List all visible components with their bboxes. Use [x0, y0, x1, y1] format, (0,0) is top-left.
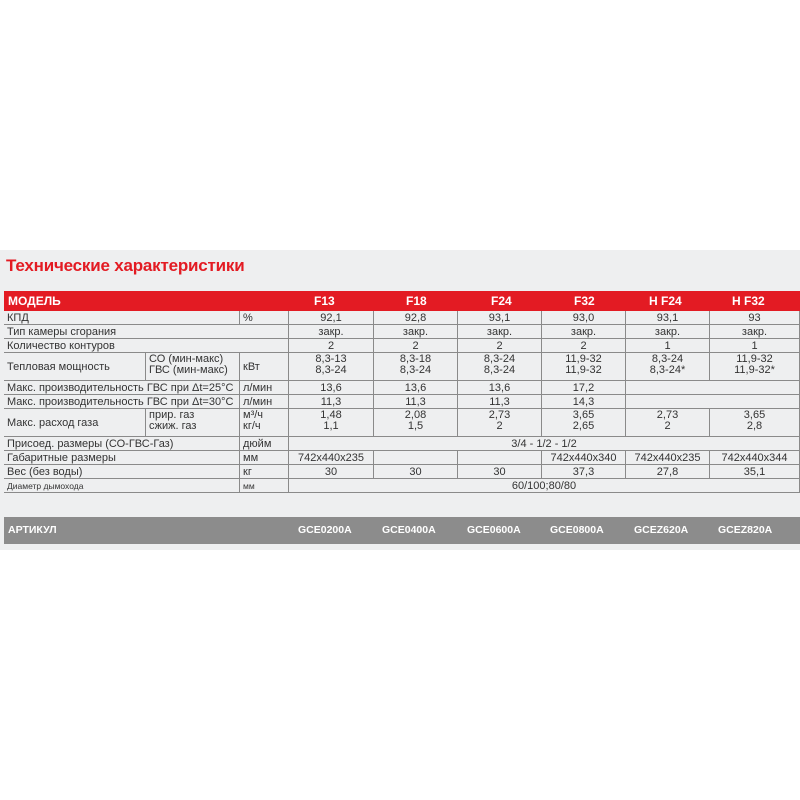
gas-nat-f24: 2,73 [488, 409, 511, 421]
row-label-chamber: Тип камеры сгорания [4, 325, 289, 339]
gas-sub-lpg: сжиж. газ [149, 420, 197, 432]
code-f13: GCE0200A [298, 524, 352, 536]
unit-gas-natural: м³/ч [243, 409, 264, 421]
power-gvs-f24: 8,3-24 [483, 364, 516, 376]
gas-nat-hf32: 3,65 [743, 409, 766, 421]
power-f13 [289, 353, 374, 381]
kpd-hf24: 93,1 [626, 311, 710, 325]
row-label-flue: Диаметр дымохода [4, 479, 240, 493]
model-hf32: H F32 [732, 294, 765, 308]
unit-dhw30: л/мин [240, 395, 289, 409]
power-f32 [542, 353, 626, 381]
weight-f13: 30 [289, 465, 374, 479]
dimensions-f13: 742x440x235 [289, 451, 374, 465]
weight-f32: 37,3 [542, 465, 626, 479]
dhw30-f18: 11,3 [374, 395, 458, 409]
dhw30-f32: 14,3 [542, 395, 626, 409]
kpd-f24: 93,1 [458, 311, 542, 325]
unit-flue: мм [240, 479, 289, 493]
dhw25-f18: 13,6 [374, 381, 458, 395]
row-label-connections: Присоед. размеры (СО-ГВС-Газ) [4, 437, 240, 451]
circuits-hf24: 1 [626, 339, 710, 353]
model-f24: F24 [491, 294, 512, 308]
chamber-hf32: закр. [710, 325, 800, 339]
chamber-f13: закр. [289, 325, 374, 339]
gas-nat-f32: 3,65 [572, 409, 595, 421]
row-label-dhw25: Макс. производительность ГВС при Δt=25°С [4, 381, 240, 395]
unit-weight: кг [240, 465, 289, 479]
dimensions-hf32: 742x440x344 [710, 451, 800, 465]
spec-table [4, 311, 800, 517]
gas-sub-natural: прир. газ [149, 409, 195, 421]
dimensions-f24 [458, 451, 542, 465]
power-subtypes [146, 353, 240, 381]
power-co-f18: 8,3-18 [399, 353, 432, 365]
gas-nat-f18: 2,08 [404, 409, 427, 421]
unit-connections: дюйм [240, 437, 289, 451]
dimensions-hf24: 742x440x235 [626, 451, 710, 465]
model-f18: F18 [406, 294, 427, 308]
power-sub-heating: СО (мин-макс) [149, 353, 224, 365]
row-label-dhw30: Макс. производительность ГВС при Δt=30°С [4, 395, 240, 409]
power-gvs-hf24: 8,3-24* [649, 364, 686, 376]
gas-f24 [458, 409, 542, 437]
footer-label: АРТИКУЛ [8, 524, 57, 536]
gas-lpg-hf32: 2,8 [746, 420, 763, 432]
gas-lpg-f18: 1,5 [407, 420, 424, 432]
code-f24: GCE0600A [467, 524, 521, 536]
power-gvs-f18: 8,3-24 [399, 364, 432, 376]
gas-lpg-hf24: 2 [664, 420, 671, 432]
model-hf24: H F24 [649, 294, 682, 308]
power-gvs-hf32: 11,9-32* [734, 364, 775, 376]
power-gvs-f13: 8,3-24 [315, 364, 347, 376]
gas-subtypes [146, 409, 240, 437]
gas-f13 [289, 409, 374, 437]
code-hf24: GCEZ620A [634, 524, 689, 536]
kpd-f32: 93,0 [542, 311, 626, 325]
dimensions-f18 [374, 451, 458, 465]
power-co-f32: 11,9-32 [565, 353, 602, 365]
weight-hf32: 35,1 [710, 465, 800, 479]
dhw30-f24: 11,3 [458, 395, 542, 409]
unit-gas-lpg: кг/ч [243, 420, 261, 432]
power-co-hf32: 11,9-32 [736, 353, 773, 365]
chamber-f32: закр. [542, 325, 626, 339]
weight-f24: 30 [458, 465, 542, 479]
gas-f18 [374, 409, 458, 437]
gas-nat-f13: 1,48 [320, 409, 342, 421]
circuits-f32: 2 [542, 339, 626, 353]
power-f18 [374, 353, 458, 381]
dhw25-f32: 17,2 [542, 381, 626, 395]
gas-f32 [542, 409, 626, 437]
chamber-f24: закр. [458, 325, 542, 339]
page-title: Технические характеристики [6, 256, 245, 275]
model-f13: F13 [314, 294, 335, 308]
power-gvs-f32: 11,9-32 [565, 364, 602, 376]
circuits-hf32: 1 [710, 339, 800, 353]
kpd-f18: 92,8 [374, 311, 458, 325]
power-sub-dhw: ГВС (мин-макс) [149, 364, 228, 376]
row-label-gas: Макс. расход газа [4, 409, 146, 437]
kpd-hf32: 93 [710, 311, 800, 325]
weight-hf24: 27,8 [626, 465, 710, 479]
dhw25-h-empty [626, 381, 800, 395]
gas-nat-hf24: 2,73 [656, 409, 679, 421]
unit-dimensions: мм [240, 451, 289, 465]
power-co-f24: 8,3-24 [483, 353, 516, 365]
unit-kpd: % [240, 311, 289, 325]
power-f24 [458, 353, 542, 381]
table-footer [4, 517, 800, 544]
code-f18: GCE0400A [382, 524, 436, 536]
flue-value: 60/100;80/80 [289, 479, 800, 493]
power-hf24 [626, 353, 710, 381]
unit-dhw25: л/мин [240, 381, 289, 395]
power-co-hf24: 8,3-24 [651, 353, 684, 365]
circuits-f18: 2 [374, 339, 458, 353]
gas-hf24 [626, 409, 710, 437]
row-label-circuits: Количество контуров [4, 339, 289, 353]
code-hf32: GCEZ820A [718, 524, 773, 536]
dhw30-f13: 11,3 [289, 395, 374, 409]
table-header [4, 291, 800, 311]
chamber-hf24: закр. [626, 325, 710, 339]
gas-lpg-f24: 2 [496, 420, 503, 432]
dimensions-f32: 742x440x340 [542, 451, 626, 465]
gas-hf32 [710, 409, 800, 437]
model-f32: F32 [574, 294, 595, 308]
connections-value: 3/4 - 1/2 - 1/2 [289, 437, 800, 451]
row-label-kpd: КПД [4, 311, 240, 325]
row-label-weight: Вес (без воды) [4, 465, 240, 479]
circuits-f13: 2 [289, 339, 374, 353]
dhw25-f13: 13,6 [289, 381, 374, 395]
chamber-f18: закр. [374, 325, 458, 339]
header-label: МОДЕЛЬ [8, 294, 61, 308]
gas-lpg-f32: 2,65 [572, 420, 595, 432]
unit-gas [240, 409, 289, 437]
code-f32: GCE0800A [550, 524, 604, 536]
kpd-f13: 92,1 [289, 311, 374, 325]
power-hf32 [710, 353, 800, 381]
gas-lpg-f13: 1,1 [323, 420, 339, 432]
dhw25-f24: 13,6 [458, 381, 542, 395]
dhw30-h-empty [626, 395, 800, 409]
power-co-f13: 8,3-13 [315, 353, 347, 365]
circuits-f24: 2 [458, 339, 542, 353]
weight-f18: 30 [374, 465, 458, 479]
row-label-dimensions: Габаритные размеры [4, 451, 240, 465]
unit-power: кВт [240, 353, 289, 381]
row-label-power: Тепловая мощность [4, 353, 146, 381]
